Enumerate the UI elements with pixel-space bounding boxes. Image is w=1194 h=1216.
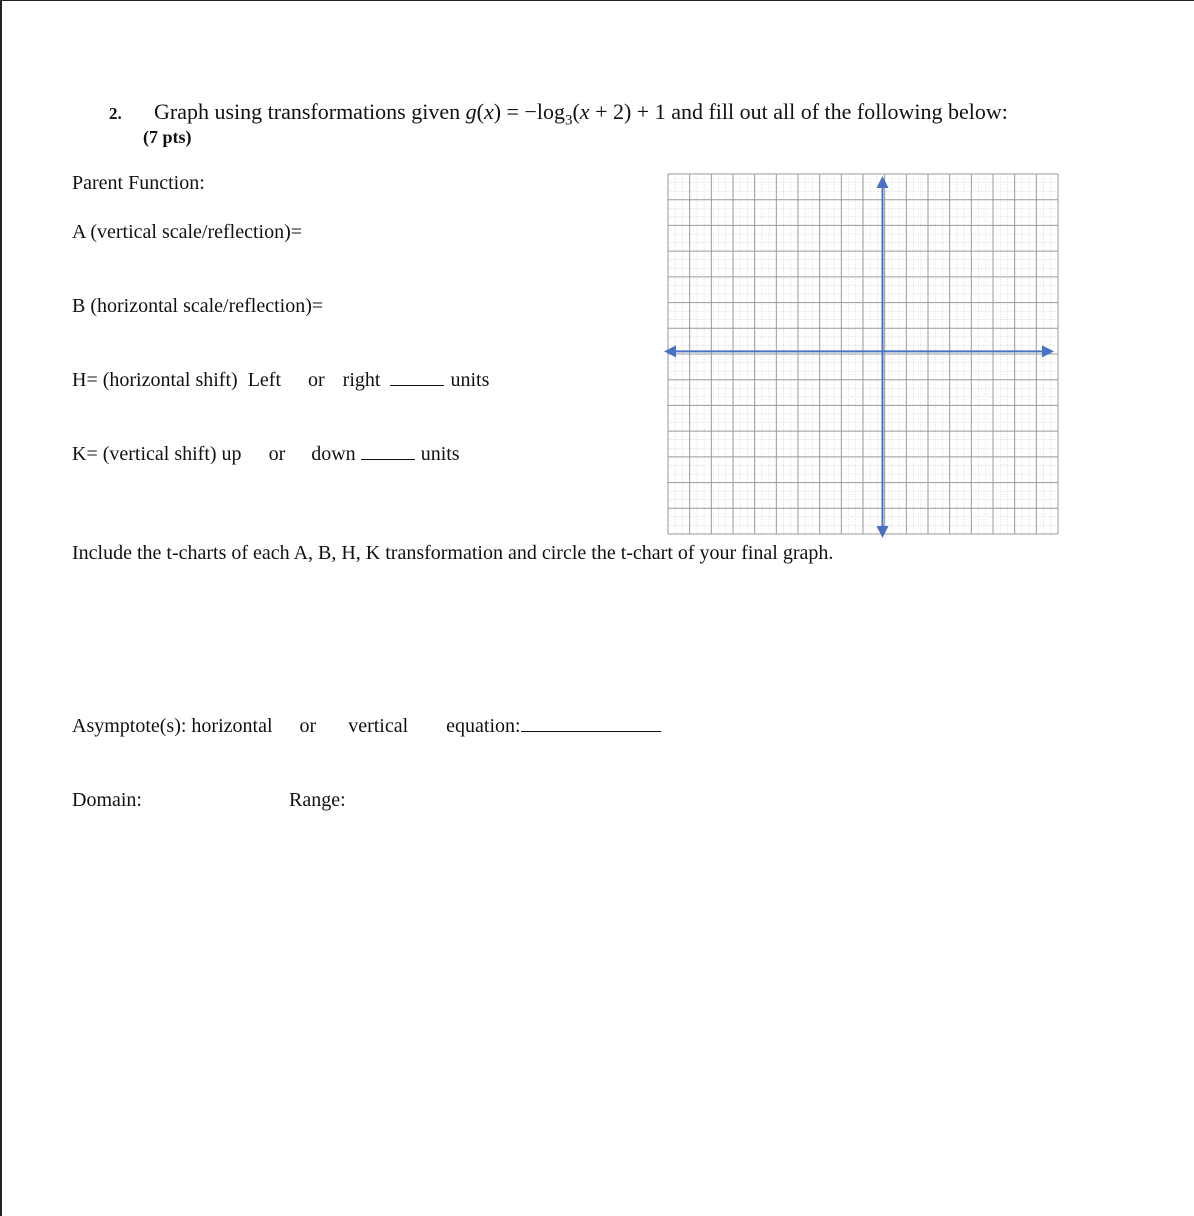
h-blank[interactable] xyxy=(390,371,444,386)
h-or: or xyxy=(308,369,325,391)
prompt-start: Graph using transformations given xyxy=(154,99,466,124)
k-down: down xyxy=(311,443,356,465)
question-prompt xyxy=(154,99,1008,129)
k-line xyxy=(72,443,460,466)
asymptote-equation: equation: xyxy=(446,715,521,737)
page-border-left xyxy=(0,0,2,1216)
tchart-instruction: Include the t-charts of each A, B, H, K transformation and circle the t-chart of your final graph. xyxy=(72,542,834,564)
function-name: g xyxy=(465,99,477,124)
equals-part: = −log xyxy=(501,99,565,124)
asymptote-vertical: vertical xyxy=(348,715,409,737)
grid-lines xyxy=(668,174,1058,534)
k-units: units xyxy=(420,443,460,465)
prompt-end: and fill out all of the following below: xyxy=(665,99,1008,124)
arg-open: ( xyxy=(572,99,580,124)
question-number: 2. xyxy=(109,104,122,123)
k-label: K= (vertical shift) up xyxy=(72,443,242,465)
h-left: Left xyxy=(247,369,281,391)
function-var-close: ) xyxy=(493,99,502,124)
axes xyxy=(664,176,1054,538)
asymptote-or: or xyxy=(299,715,317,737)
domain-label: Domain: xyxy=(72,789,142,811)
log-base: 3 xyxy=(564,112,573,129)
parent-function-label: Parent Function: xyxy=(72,172,205,194)
asymptote-blank[interactable] xyxy=(521,717,661,732)
h-units: units xyxy=(450,369,490,391)
h-right: right xyxy=(342,369,381,391)
range-label: Range: xyxy=(289,789,346,811)
question-points: (7 pts) xyxy=(143,127,192,147)
x-axis-left-arrow-icon xyxy=(664,345,676,357)
function-var: x xyxy=(483,99,494,124)
page-border-top xyxy=(0,0,1194,1)
k-or: or xyxy=(268,443,286,465)
a-label: A (vertical scale/reflection)= xyxy=(72,221,303,243)
coordinate-grid[interactable] xyxy=(662,172,1062,540)
asymptote-label: Asymptote(s): horizontal xyxy=(72,715,273,737)
k-blank[interactable] xyxy=(361,445,415,460)
x-axis-right-arrow-icon xyxy=(1042,345,1054,357)
h-label: H= (horizontal shift) xyxy=(72,369,238,391)
y-axis-down-arrow-icon xyxy=(877,526,889,538)
y-axis-up-arrow-icon xyxy=(877,176,889,188)
arg-rest: + 2) + 1 xyxy=(589,99,666,124)
asymptote-line xyxy=(72,715,661,738)
arg-var: x xyxy=(579,99,590,124)
h-line xyxy=(72,369,489,392)
b-label: B (horizontal scale/reflection)= xyxy=(72,295,324,317)
function-var-open: ( xyxy=(476,99,484,124)
